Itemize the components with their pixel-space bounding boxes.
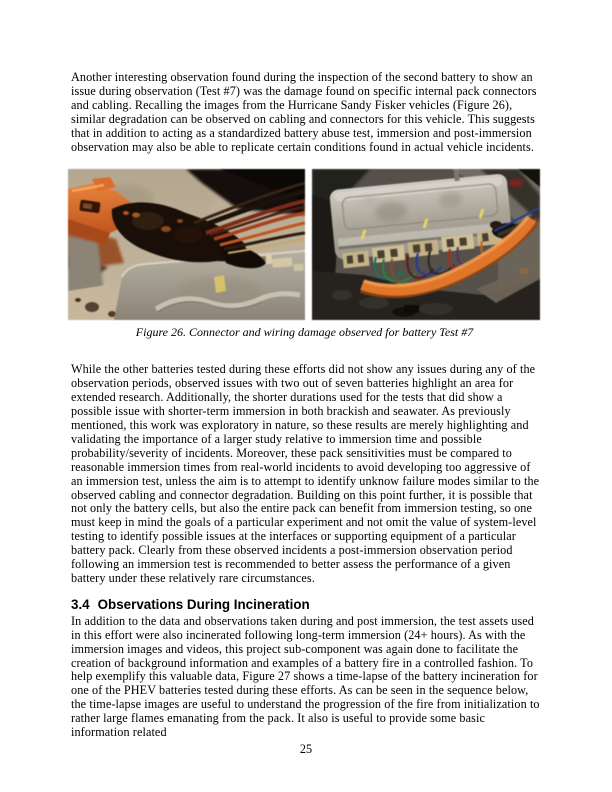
figure-26-photos xyxy=(68,169,541,320)
page-number: 25 xyxy=(299,742,313,756)
paragraph-observation-test7: Another interesting observation found during the inspection of the second battery to show an issue during observation (Test #7) was the damage found on specific internal pack connectors and cabling. Recalling the images from the Hurricane Sandy Fisker vehicles (Figure 26), similar degradation can be observed on cabling and connectors for this vehicle. This suggests that in addition to acting as a standardized battery abuse test, immersion and post-immersion observation may also be able to replicate certain conditions found in actual vehicle incidents. xyxy=(71,70,537,154)
figure-26 xyxy=(68,169,541,340)
section-number: 3.4 xyxy=(71,596,90,612)
page-content xyxy=(71,71,541,740)
figure-26-left-photo xyxy=(68,169,305,320)
paragraph-incineration-intro: In addition to the data and observations taken during and post immersion, the test assets used in this effort were also incinerated following long-term immersion (24+ hours). As with the immersion images and videos, this project sub-component was again done to facilitate the creation of background information and examples of a battery fire in a controlled fashion. To help exemplify this valuable data, Figure 27 shows a time-lapse of the battery incineration for one of the PHEV batteries tested during these efforts. As can be seen in the sequence below, the time-lapse images are useful to understand the progression of the fire from initialization to rather large flames emanating from the pack. It also is useful to provide some basic information related xyxy=(71,613,540,740)
paragraph-battery-immersion-findings: While the other batteries tested during these efforts did not show any issues during any of the observation periods, observed issues with two out of seven batteries highlight an area for extended research. Additionally, the shorter durations used for the tests that did show a possible issue with shorter-term immersion in both brackish and seawater. As previously mentioned, this work was exploratory in nature, so these results are merely highlighting and validating the importance of a larger study relative to immersion time and possible probability/severity of incidents. Moreover, these pack sensitivities must be compared to reasonable immersion times from real-world incidents to avoid developing too aggressive of an immersion test, unless the aim is to attempt to identify unknow failure modes similar to the observed cabling and connector degradation. Building on this point further, it is possible that not only the battery cells, but also the entire pack can benefit from immersion testing, so one must keep in mind the goals of a particular experiment and not omit the value of system-level testing to identify possible issues at the interfaces or supporting equipment of a particular battery pack. Clearly from these observed incidents a post-immersion observation period following an immersion test is recommended to better assess the performance of a given battery under these relatively rare circumstances. xyxy=(71,362,540,585)
figure-26-right-photo xyxy=(312,169,540,320)
figure-26-caption: Figure 26. Connector and wiring damage observed for battery Test #7 xyxy=(135,325,474,340)
section-heading-3-4 xyxy=(71,597,541,612)
section-title: Observations During Incineration xyxy=(97,596,310,612)
